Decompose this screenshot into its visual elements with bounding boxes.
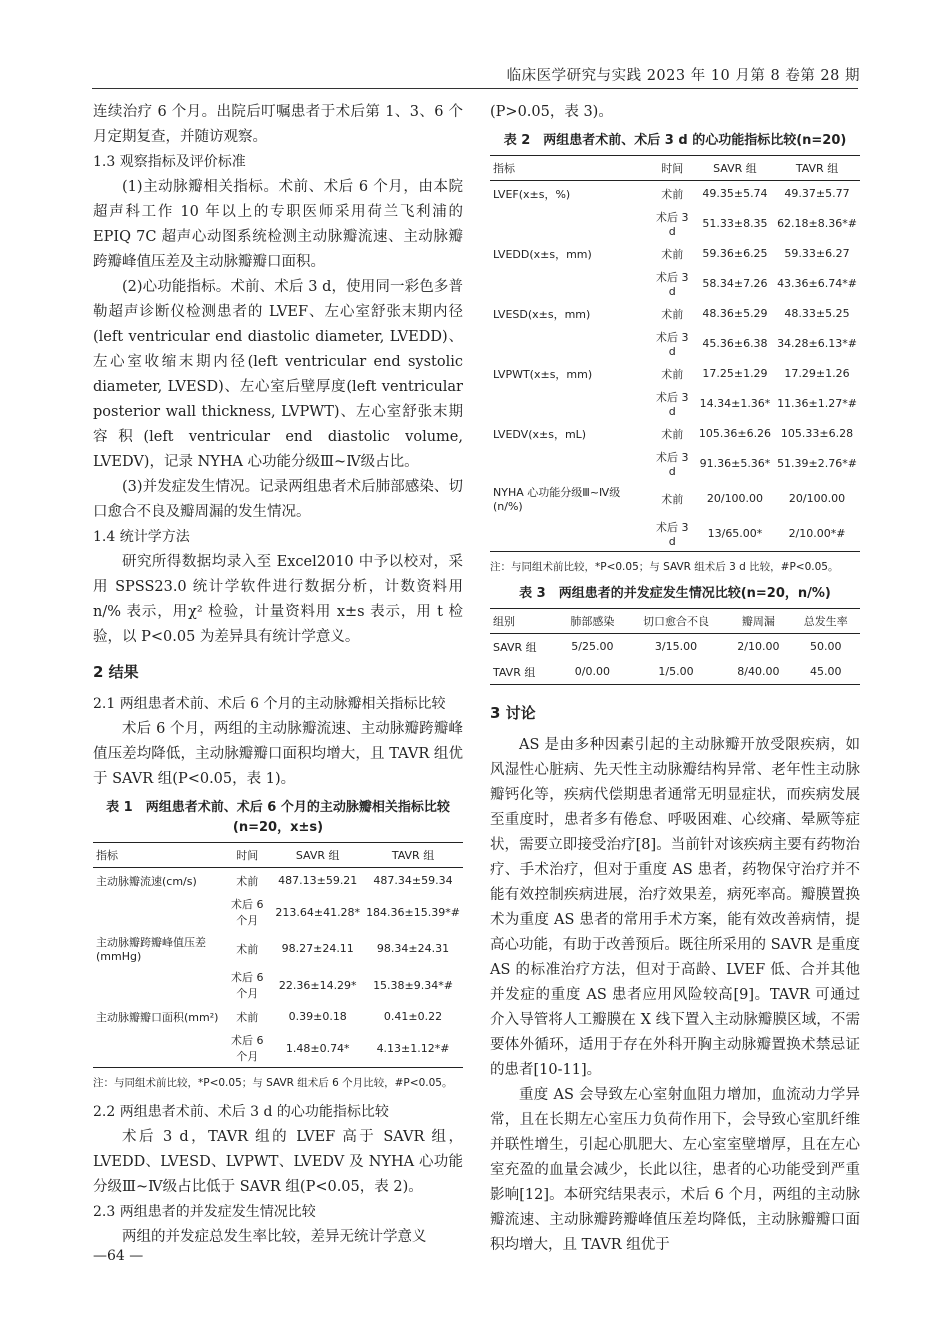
paragraph: 研究所得数据均录入至 Excel2010 中予以校对，采用 SPSS23.0 统计学软件进行数据分析，计数资料用 n/% 表示，用χ² 检验，计量资料用 x±s 表示，用 t 检验，以 P<0.05 为差异具有统计学意义。 <box>93 554 463 645</box>
table-cell: 43.36±6.74*# <box>777 277 857 290</box>
table-cell: 51.33±8.35 <box>702 217 768 230</box>
table-cell: 59.33±6.27 <box>784 247 850 260</box>
table-cell: NYHA 心功能分级Ⅲ~Ⅳ级(n/%) <box>493 486 621 513</box>
table-cell: 17.25±1.29 <box>702 367 768 380</box>
table-cell: 术后 3 d <box>655 391 689 418</box>
table-cell: 术后 6 个月 <box>230 971 264 1000</box>
table-cell: 11.36±1.27*# <box>777 397 857 410</box>
table-row <box>93 893 463 931</box>
table-cell: 术后 3 d <box>655 271 689 298</box>
table-cell: 20/100.00 <box>706 492 764 505</box>
table-cell <box>93 893 222 931</box>
table-3 <box>490 608 860 685</box>
table-cell: 50.00 <box>809 640 842 653</box>
table-cell: 主动脉瓣瓣口面积(mm²) <box>96 1010 219 1024</box>
table-cell: 213.64±41.28* <box>275 905 361 919</box>
paragraph: (3)并发症发生情况。记录两组患者术后肺部感染、切口愈合不良及瓣周漏的发生情况。 <box>93 479 463 520</box>
table-cell: 8/40.00 <box>737 665 780 678</box>
section-heading-2-3: 2.3 两组患者的并发症发生情况比较 <box>93 1204 316 1220</box>
table-row <box>490 421 860 446</box>
table-1-note: 注：与同组术前比较，*P<0.05；与 SAVR 组术后 6 个月比较，#P<0.05。 <box>93 1077 453 1089</box>
section-heading-2-2: 2.2 两组患者术前、术后 3 d 的心功能指标比较 <box>93 1104 389 1120</box>
section-heading-1-4: 1.4 统计学方法 <box>93 529 190 545</box>
table-1 <box>93 842 463 1068</box>
table-row <box>490 206 860 241</box>
paragraph: (1)主动脉瓣相关指标。术前、术后 6 个月，由本院超声科工作 10 年以上的专职医师采用荷兰飞利浦的 EPIQ 7C 超声心动图系统检测主动脉瓣流速、主动脉瓣跨瓣峰值压差及主动脉瓣瓣口面积。 <box>93 179 463 270</box>
table-cell: LVEDD(x±s，mm) <box>493 247 592 261</box>
table-cell: LVPWT(x±s，mm) <box>493 367 593 381</box>
table-header-cell: TAVR 组 <box>795 162 839 175</box>
table-row <box>490 326 860 361</box>
table-cell: 术后 6 个月 <box>230 898 264 927</box>
table-cell: 34.28±6.13*# <box>777 337 857 350</box>
table-2-caption: 表 2 两组患者术前、术后 3 d 的心功能指标比较(n=20) <box>503 133 847 148</box>
table-row <box>490 446 860 481</box>
table-row <box>490 659 860 685</box>
table-cell: 0.41±0.22 <box>383 1010 443 1023</box>
table-cell: 58.34±7.26 <box>702 277 768 290</box>
table-cell: SAVR 组 <box>493 640 537 654</box>
table-header-cell: 总发生率 <box>803 615 848 628</box>
table-cell: 98.27±24.11 <box>281 942 354 955</box>
table-cell: LVEDV(x±s，mL) <box>493 427 587 441</box>
table-row <box>490 301 860 326</box>
table-cell: 术前 <box>661 307 684 321</box>
table-row <box>93 1004 463 1029</box>
table-row <box>490 266 860 301</box>
table-cell: LVEF(x±s，%) <box>493 187 571 201</box>
table-cell: 15.38±9.34*# <box>373 978 453 992</box>
table-cell: 术后 3 d <box>655 211 689 238</box>
table-row <box>490 361 860 386</box>
table-cell: 487.34±59.34 <box>373 874 453 887</box>
table-header-cell: 切口愈合不良 <box>642 615 709 628</box>
table-cell: 91.36±5.36* <box>699 457 771 470</box>
table-cell: 59.36±6.25 <box>702 247 768 260</box>
table-row <box>490 516 860 552</box>
table-cell <box>93 1029 222 1068</box>
table-cell: 1.48±0.74* <box>285 1041 350 1055</box>
table-cell: TAVR 组 <box>493 665 536 679</box>
section-heading-2: 2 结果 <box>93 663 139 681</box>
paragraph: (P>0.05，表 3)。 <box>490 104 613 120</box>
table-cell: 45.00 <box>809 665 842 678</box>
section-heading-2-1: 2.1 两组患者术前、术后 6 个月的主动脉瓣相关指标比较 <box>93 696 446 712</box>
paragraph: 术后 6 个月，两组的主动脉瓣流速、主动脉瓣跨瓣峰值压差均降低，主动脉瓣瓣口面积均增大，且 TAVR 组优于 SAVR 组(P<0.05，表 1)。 <box>93 721 463 787</box>
table-cell: 17.29±1.26 <box>784 367 850 380</box>
table-row <box>93 931 463 966</box>
table-header-cell: 指标 <box>96 849 118 862</box>
table-cell: 术前 <box>661 187 684 201</box>
table-1-caption: 表 1 两组患者术前、术后 6 个月的主动脉瓣相关指标比较 (n=20，x±s) <box>106 800 450 835</box>
page-number: —64 — <box>93 1248 144 1264</box>
table-header-cell: TAVR 组 <box>391 849 435 862</box>
table-cell: 术前 <box>661 367 684 381</box>
section-heading-1-3: 1.3 观察指标及评价标准 <box>93 154 246 170</box>
table-header-cell: 肺部感染 <box>570 615 615 628</box>
table-cell: 2/10.00 <box>737 640 780 653</box>
table-cell: 105.33±6.28 <box>780 427 854 440</box>
paragraph: 术后 3 d，TAVR 组的 LVEF 高于 SAVR 组，LVEDD、LVESD、LVPWT、LVEDV 及 NYHA 心功能分级Ⅲ~Ⅳ级占比低于 SAVR 组(P<0.05，表 2)。 <box>93 1129 463 1195</box>
table-header-cell: SAVR 组 <box>295 849 340 862</box>
table-cell: 20/100.00 <box>788 492 846 505</box>
left-column <box>93 100 463 1250</box>
paragraph: 重度 AS 会导致左心室射血阻力增加，血流动力学异常，且在长期左心室压力负荷作用下，会导致心室肌纤维并联性增生，引起心肌肥大、左心室室壁增厚，且在左心室充盈的血量会减少，长此以往，患者的心功能受到严重影响[12]。本研究结果表示，术后 6 个月，两组的主动脉瓣流速、主动脉瓣跨瓣峰值压差均降低，主动脉瓣瓣口面积均增大，且 TAVR 组优于 <box>490 1087 860 1253</box>
table-row <box>93 1029 463 1068</box>
journal-header: 临床医学研究与实践 2023 年 10 月第 8 卷第 28 期 <box>506 68 860 84</box>
table-3-caption: 表 3 两组患者的并发症发生情况比较(n=20，n/%) <box>519 586 831 601</box>
table-cell: 术后 3 d <box>655 521 689 548</box>
table-row <box>490 634 860 660</box>
table-cell: 术后 3 d <box>655 331 689 358</box>
table-2-note: 注：与同组术前比较，*P<0.05；与 SAVR 组术后 3 d 比较，#P<0.05。 <box>490 561 839 573</box>
paragraph: (2)心功能指标。术前、术后 3 d，使用同一彩色多普勒超声诊断仪检测患者的 LVEF、左心室舒张末期内径(left ventricular end diastolic diameter, LVEDD)、左心室收缩末期内径(left ventricular end systolic diameter, LVESD)、左心室后壁厚度(left ventricular posterior wall thickness, LVPWT)、左心室舒张末期容积(left ventricular end diastolic volume, LVEDV)，记录 NYHA 心功能分级Ⅲ~Ⅳ级占比。 <box>93 279 463 470</box>
table-cell: 487.13±59.21 <box>278 874 358 887</box>
table-cell: 2/10.00*# <box>788 527 846 540</box>
section-heading-3: 3 讨论 <box>490 704 536 722</box>
table-cell: 22.36±14.29* <box>278 978 357 992</box>
table-row <box>490 181 860 207</box>
table-cell: LVESD(x±s，mm) <box>493 307 591 321</box>
table-cell: 术前 <box>661 247 684 261</box>
table-cell: 术前 <box>661 492 684 506</box>
table-cell <box>490 326 649 361</box>
table-row <box>93 966 463 1004</box>
table-cell: 14.34±1.36* <box>699 397 771 410</box>
table-cell: 0/0.00 <box>574 665 610 678</box>
table-cell: 术前 <box>661 427 684 441</box>
table-row <box>490 241 860 266</box>
paragraph: 两组的并发症总发生率比较，差异无统计学意义 <box>122 1229 427 1245</box>
table-cell: 0.39±0.18 <box>288 1010 347 1023</box>
table-cell <box>490 266 649 301</box>
table-header-row <box>490 609 860 634</box>
table-cell: 3/15.00 <box>654 640 698 653</box>
table-cell <box>490 516 649 552</box>
header-rule <box>92 88 858 89</box>
table-cell: 13/65.00* <box>707 527 763 540</box>
table-row <box>490 386 860 421</box>
table-cell: 术前 <box>236 1010 259 1024</box>
paragraph: 连续治疗 6 个月。出院后叮嘱患者于术后第 1、3、6 个月定期复查，并随访观察。 <box>93 104 463 145</box>
table-cell: 62.18±8.36*# <box>777 217 857 230</box>
table-cell <box>490 386 649 421</box>
table-cell: 5/25.00 <box>571 640 614 653</box>
table-cell: 1/5.00 <box>658 665 694 678</box>
table-header-row <box>93 843 463 868</box>
table-cell: 98.34±24.31 <box>376 942 450 955</box>
table-2 <box>490 155 860 552</box>
table-header-cell: 组别 <box>493 615 515 628</box>
table-header-cell: SAVR 组 <box>713 162 757 175</box>
table-cell: 术后 3 d <box>655 451 689 478</box>
table-cell: 术后 6 个月 <box>230 1034 264 1063</box>
table-cell: 48.36±5.29 <box>702 307 768 320</box>
table-cell: 48.33±5.25 <box>784 307 850 320</box>
table-cell: 术前 <box>236 942 259 956</box>
right-column <box>490 100 860 1258</box>
table-cell: 49.37±5.77 <box>784 187 850 200</box>
table-row <box>93 868 463 894</box>
table-cell: 51.39±2.76*# <box>777 457 857 470</box>
table-cell: 主动脉瓣流速(cm/s) <box>96 874 197 888</box>
table-header-row <box>490 156 860 181</box>
table-cell: 105.36±6.26 <box>698 427 772 440</box>
table-cell <box>490 206 649 241</box>
table-cell: 49.35±5.74 <box>702 187 768 200</box>
table-header-cell: 时间 <box>661 162 684 175</box>
table-header-cell: 指标 <box>493 162 515 175</box>
table-cell <box>490 446 649 481</box>
table-cell: 45.36±6.38 <box>702 337 768 350</box>
paragraph: AS 是由多种因素引起的主动脉瓣开放受限疾病，如风湿性心脏病、先天性主动脉瓣结构异常、老年性主动脉瓣钙化等，疾病代偿期患者通常无明显症状，而疾病发展至重度时，患者多有倦怠、呼吸困难、心绞痛、晕厥等症状，需要立即接受治疗[8]。当前针对该疾病主要有药物治疗、手术治疗，但对于重度 AS 患者，药物保守治疗并不能有效控制疾病进展，治疗效果差，病死率高。瓣膜置换术为重度 AS 患者的常用手术方案，能有效改善病情，提高心功能，有助于改善预后。既往所采用的 SAVR 是重度 AS 的标准治疗方法，但对于高龄、LVEF 低、合并其他并发症的重度 AS 患者应用风险较高[9]。TAVR 可通过介入导管将人工瓣膜在 X 线下置入主动脉瓣膜区域，不需要体外循环，适用于存在外科开胸主动脉瓣置换术禁忌证的患者[10-11]。 <box>490 737 860 1078</box>
table-header-cell: 瓣周漏 <box>741 615 775 628</box>
table-cell: 184.36±15.39*# <box>366 905 460 919</box>
table-cell: 4.13±1.12*# <box>376 1041 450 1055</box>
table-header-cell: 时间 <box>236 849 259 862</box>
table-cell: 主动脉瓣跨瓣峰值压差(mmHg) <box>96 936 206 963</box>
table-cell <box>93 966 222 1004</box>
table-cell: 术前 <box>236 874 259 888</box>
table-row <box>490 481 860 516</box>
